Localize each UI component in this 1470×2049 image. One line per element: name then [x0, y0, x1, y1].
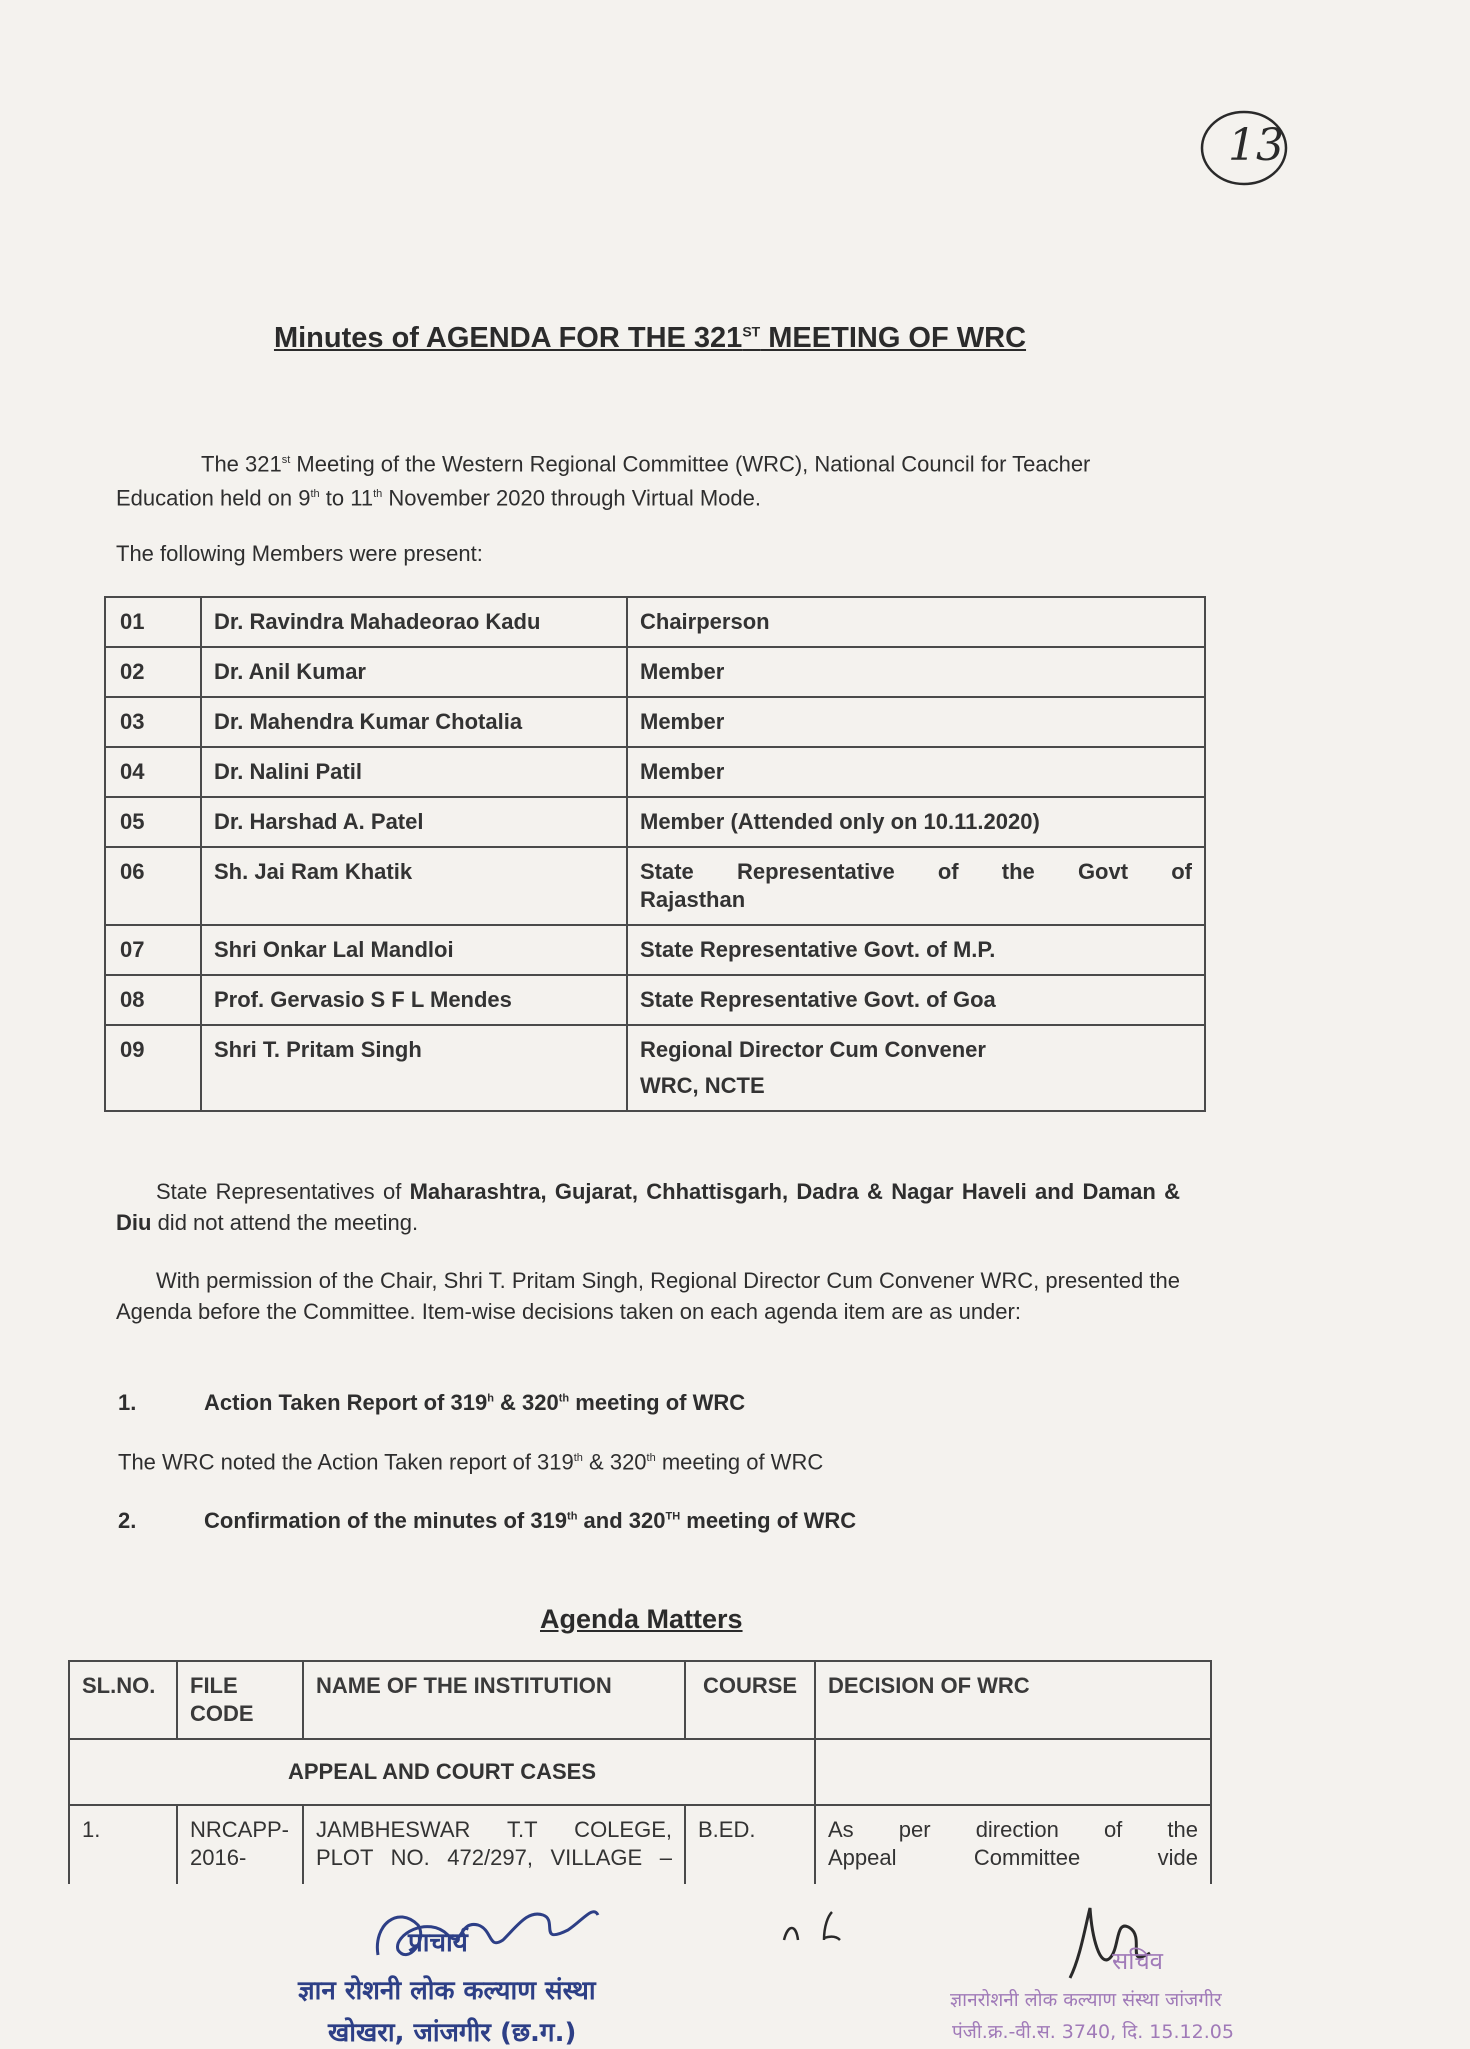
- member-role: State Representative Govt. of M.P.: [627, 925, 1205, 975]
- member-number: 07: [105, 925, 201, 975]
- member-name: Prof. Gervasio S F L Mendes: [201, 975, 627, 1025]
- member-name: Dr. Anil Kumar: [201, 647, 627, 697]
- row-institution-line: PLOT NO. 472/297, VILLAGE –: [316, 1845, 672, 1870]
- row-decision-line: Appeal Committee vide: [828, 1845, 1198, 1870]
- permission-paragraph: With permission of the Chair, Shri T. Pritam Singh, Regional Director Cum Convener WRC, presented the Agenda before the Committee. Item-wise decisions taken on each agenda item are as under:: [116, 1268, 1180, 1324]
- member-role: State Representative Govt. of Goa: [627, 975, 1205, 1025]
- table-row: [105, 797, 1205, 847]
- table-row: [105, 647, 1205, 697]
- section-label: APPEAL AND COURT CASES: [69, 1739, 815, 1805]
- member-role: Member (Attended only on 10.11.2020): [627, 797, 1205, 847]
- agenda-table: [68, 1660, 1212, 1884]
- member-name: Dr. Mahendra Kumar Chotalia: [201, 697, 627, 747]
- row-file-code-text: [190, 1816, 290, 1872]
- member-number: 02: [105, 647, 201, 697]
- secretary-label: सचिव: [1112, 1947, 1164, 1975]
- table-header-row: [69, 1661, 1211, 1739]
- page-number-text: 13: [1228, 120, 1284, 171]
- member-role-line: Rajasthan: [640, 887, 746, 912]
- col-header-sl: SL.NO.: [69, 1661, 177, 1739]
- initials-mark-icon: [780, 1906, 860, 1946]
- document-title: Minutes of AGENDA FOR THE 321ST MEETING OF WRC: [273, 322, 1027, 354]
- table-row: [105, 847, 1205, 925]
- principal-label: प्राचार्य: [408, 1928, 468, 1958]
- col-header-file-code-line: CODE: [190, 1701, 254, 1726]
- member-role: [627, 847, 1205, 925]
- member-name: Shri Onkar Lal Mandloi: [201, 925, 627, 975]
- row-decision-text: [828, 1816, 1198, 1872]
- principal-address: खोखरा, जांजगीर (छ.ग.): [328, 2018, 577, 2048]
- member-name: Dr. Harshad A. Patel: [201, 797, 627, 847]
- handwritten-page-number: [1198, 108, 1290, 188]
- member-role-line: State Representative of the Govt of: [640, 859, 1192, 884]
- row-decision-line: As per direction of the: [828, 1817, 1198, 1842]
- member-number: 06: [105, 847, 201, 925]
- absent-paragraph: State Representatives of Maharashtra, Gujarat, Chhattisgarh, Dadra & Nagar Haveli and Daman & Diu did not attend the meeting.: [116, 1179, 1180, 1235]
- table-row: [105, 975, 1205, 1025]
- section-empty-cell: [815, 1739, 1211, 1805]
- principal-org: ज्ञान रोशनी लोक कल्याण संस्था: [298, 1976, 596, 2006]
- table-row: [105, 1025, 1205, 1111]
- member-name: Dr. Nalini Patil: [201, 747, 627, 797]
- row-institution-text: [316, 1816, 672, 1872]
- member-number: 08: [105, 975, 201, 1025]
- col-header-institution: NAME OF THE INSTITUTION: [303, 1661, 685, 1739]
- agenda-item-1-note: The WRC noted the Action Taken report of 319th & 320th meeting of WRC: [118, 1449, 824, 1475]
- agenda-item-1: 1. Action Taken Report of 319$^h$ & 320th meeting of WRC: [118, 1390, 746, 1415]
- members-table: [104, 596, 1206, 1112]
- principal-signature-icon: [368, 1895, 608, 1975]
- row-institution-line: JAMBHESWAR T.T COLEGE,: [316, 1817, 672, 1842]
- table-section-row: [69, 1739, 1211, 1805]
- col-header-decision: DECISION OF WRC: [815, 1661, 1211, 1739]
- row-sl: [69, 1805, 177, 1883]
- member-number: 04: [105, 747, 201, 797]
- row-file-code: [177, 1805, 303, 1883]
- member-number: 03: [105, 697, 201, 747]
- member-name: Sh. Jai Ram Khatik: [201, 847, 627, 925]
- member-role: Member: [627, 747, 1205, 797]
- members-intro: The following Members were present:: [116, 541, 483, 566]
- member-number: 05: [105, 797, 201, 847]
- col-header-course: COURSE: [685, 1661, 815, 1739]
- intro-paragraph: The 321st Meeting of the Western Regional Committee (WRC), National Council for Teacher Education held on 9th to 11th November 2020 through Virtual Mode.: [116, 451, 1091, 511]
- row-file-code-line: NRCAPP-: [190, 1817, 290, 1842]
- row-course: [685, 1805, 815, 1883]
- table-row: [105, 747, 1205, 797]
- agenda-section-title: Agenda Matters: [540, 1604, 743, 1634]
- member-role-line: WRC, NCTE: [640, 1073, 765, 1098]
- member-role: [627, 1025, 1205, 1111]
- col-header-file-code-line: FILE: [190, 1673, 238, 1698]
- member-role: Member: [627, 697, 1205, 747]
- member-role-line: Regional Director Cum Convener: [640, 1037, 986, 1062]
- row-institution: [303, 1805, 685, 1883]
- row-sl-text: 1.: [82, 1817, 101, 1842]
- member-number: 09: [105, 1025, 201, 1111]
- member-name: Dr. Ravindra Mahadeorao Kadu: [201, 597, 627, 647]
- agenda-item-2: 2. Confirmation of the minutes of 319th and 320TH meeting of WRC: [118, 1508, 857, 1533]
- principal-stamp: [258, 1895, 658, 2048]
- table-row: [105, 597, 1205, 647]
- table-row: [69, 1805, 1211, 1883]
- col-header-file-code: [177, 1661, 303, 1739]
- member-number: 01: [105, 597, 201, 647]
- table-row: [105, 697, 1205, 747]
- secretary-org: ज्ञानरोशनी लोक कल्याण संस्था जांजगीर: [950, 1989, 1222, 2011]
- row-file-code-line: 2016-: [190, 1845, 247, 1870]
- table-row: [105, 925, 1205, 975]
- member-role: Member: [627, 647, 1205, 697]
- member-role: Chairperson: [627, 597, 1205, 647]
- secretary-registration: पंजी.क्र.-वी.स. 3740, दि. 15.12.05: [952, 2021, 1234, 2043]
- row-course-text: B.ED.: [698, 1817, 756, 1842]
- row-decision: [815, 1805, 1211, 1883]
- secretary-stamp: [930, 1898, 1350, 2043]
- member-name: Shri T. Pritam Singh: [201, 1025, 627, 1111]
